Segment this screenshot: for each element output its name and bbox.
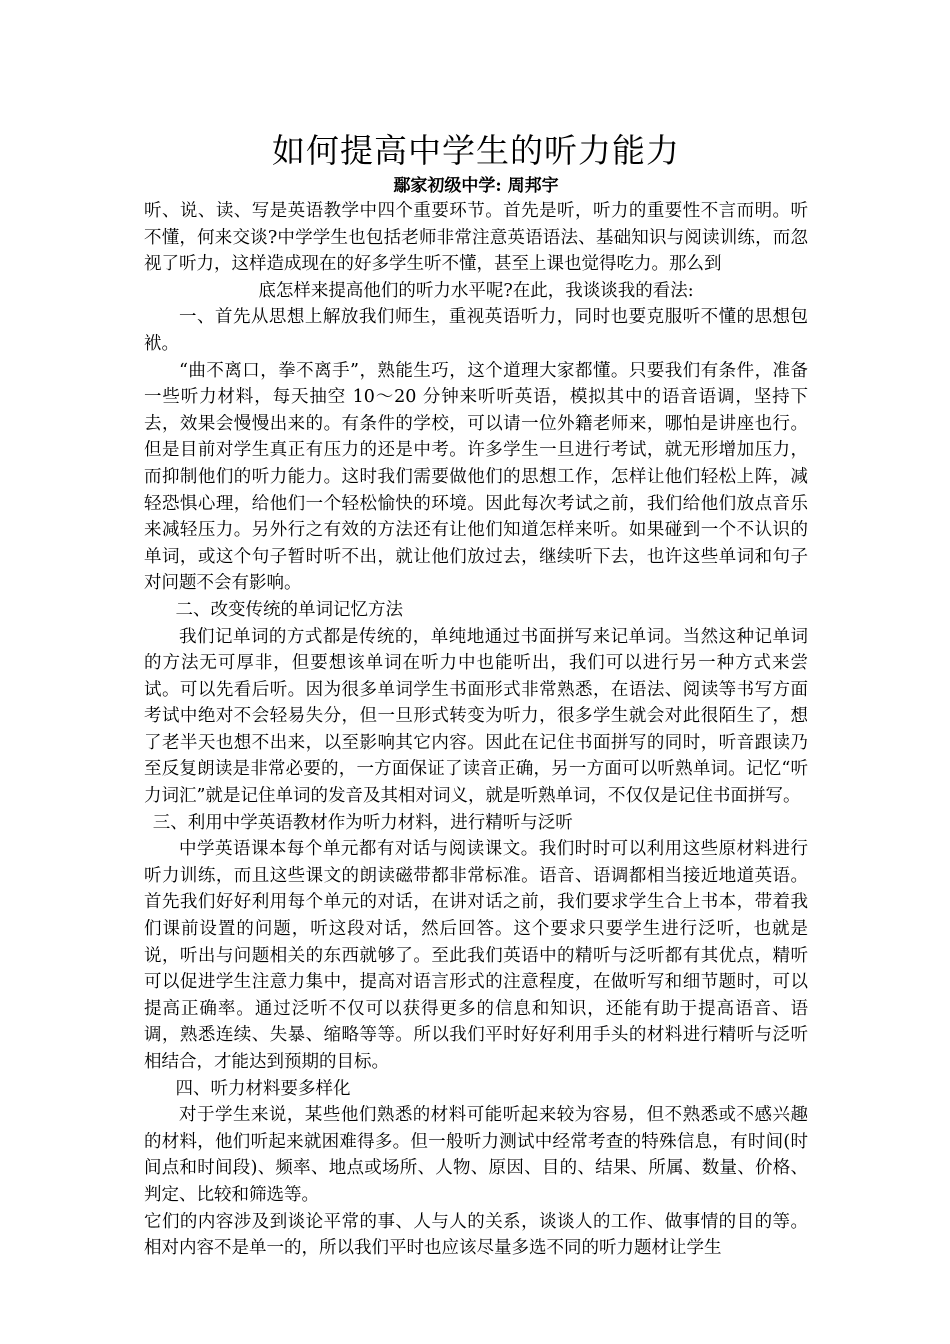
section-4-heading: 四、听力材料要多样化 bbox=[175, 1078, 351, 1099]
section-1-heading: 一、首先从思想上解放我们师生，重视英语听力，同时也要克服听不懂的思想包袱。 bbox=[144, 307, 808, 354]
section-3-body: 中学英语课本每个单元都有对话与阅读课文。我们时时可以利用这些原材料进行听力训练，而且这些课文的朗读磁带都非常标准。语音、语调都相当接近地道英语。首先我们好好利用每个单元的对话，在讲对话之前，我们要求学生合上书本，带着我们课前设置的问题，听这段对话，然后回答。这个要求只要学生进行泛听，也就是说，听出与问题相关的东西就够了。至此我们英语中的精听与泛听都有其优点，精听可以促进学生注意力集中，提高对语言形式的注意程度，在做听写和细节题时，可以提高正确率。通过泛听不仅可以获得更多的信息和知识，还能有助于提高语音、语调，熟悉连续、失暴、缩略等等。所以我们平时好好利用手头的材料进行精听与泛听相结合，才能达到预期的目标。 bbox=[144, 839, 808, 1072]
section-4-body: 对于学生来说，某些他们熟悉的材料可能听起来较为容易，但不熟悉或不感兴趣的材料，他们听起来就困难得多。但一般听力测试中经常考查的特殊信息，有时间(时间点和时间段)、频率、地点或场所、人物、原因、目的、结果、所属、数量、价格、判定、比较和筛选等。 bbox=[144, 1105, 808, 1205]
section-3-heading: 三、利用中学英语教材作为听力材料，进行精听与泛听 bbox=[152, 812, 573, 833]
intro-question-line: 底怎样来提高他们的听力水平呢?在此，我谈谈我的看法: bbox=[258, 280, 694, 301]
section-1-body: “曲不离口，拳不离手”，熟能生巧，这个道理大家都懂。只要我们有条件，准备一些听力材料，每天抽空 10～20 分钟来听听英语，模拟其中的语音语调，坚持下去，效果会慢慢出来的。有条件的学校，可以请一位外籍老师来，哪怕是讲座也行。但是目前对学生真正有压力的还是中考。许多学生一旦进行考试，就无形增加压力，而抑制他们的听力能力。这时我们需要做他们的思想工作，怎样让他们轻松上阵，减轻恐惧心理，给他们一个轻松愉快的环境。因此每次考试之前，我们给他们放点音乐来减轻压力。另外行之有效的方法还有让他们知道怎样来听。如果碰到一个不认识的单词，或这个句子暂时听不出，就让他们放过去，继续听下去，也许这些单词和句子对问题不会有影响。 bbox=[144, 360, 808, 594]
author-line: 鄢家初级中学: 周邦宇 bbox=[393, 176, 559, 196]
document-title: 如何提高中学生的听力能力 bbox=[272, 131, 680, 170]
section-2-heading: 二、改变传统的单词记忆方法 bbox=[175, 599, 403, 620]
intro-paragraph: 听、说、读、写是英语教学中四个重要环节。首先是听，听力的重要性不言而明。听不懂，何来交谈?中学学生也包括老师非常注意英语语法、基础知识与阅读训练，而忽视了听力，这样造成现在的好多学生听不懂，甚至上课也觉得吃力。那么到 bbox=[144, 201, 808, 275]
document-page bbox=[144, 128, 808, 1262]
section-2-body: 我们记单词的方式都是传统的，单纯地通过书面拼写来记单词。当然这种记单词的方法无可厚非，但要想该单词在听力中也能听出，我们可以进行另一种方式来尝试。可以先看后听。因为很多单词学生书面形式非常熟悉，在语法、阅读等书写方面考试中绝对不会轻易失分，但一旦形式转变为听力，很多学生就会对此很陌生了，想了老半天也想不出来，以至影响其它内容。因此在记住书面拼写的同时，听音跟读乃至反复朗读是非常必要的，一方面保证了读音正确，另一方面可以听熟单词。记忆“听力词汇”就是记住单词的发音及其相对词义，就是听熟单词，不仅仅是记住书面拼写。 bbox=[144, 626, 808, 807]
document-body bbox=[144, 198, 808, 1262]
section-4-body-continued: 它们的内容涉及到谈论平常的事、人与人的关系，谈谈人的工作、做事情的目的等。相对内容不是单一的，所以我们平时也应该尽量多选不同的听力题材让学生 bbox=[144, 1211, 808, 1259]
